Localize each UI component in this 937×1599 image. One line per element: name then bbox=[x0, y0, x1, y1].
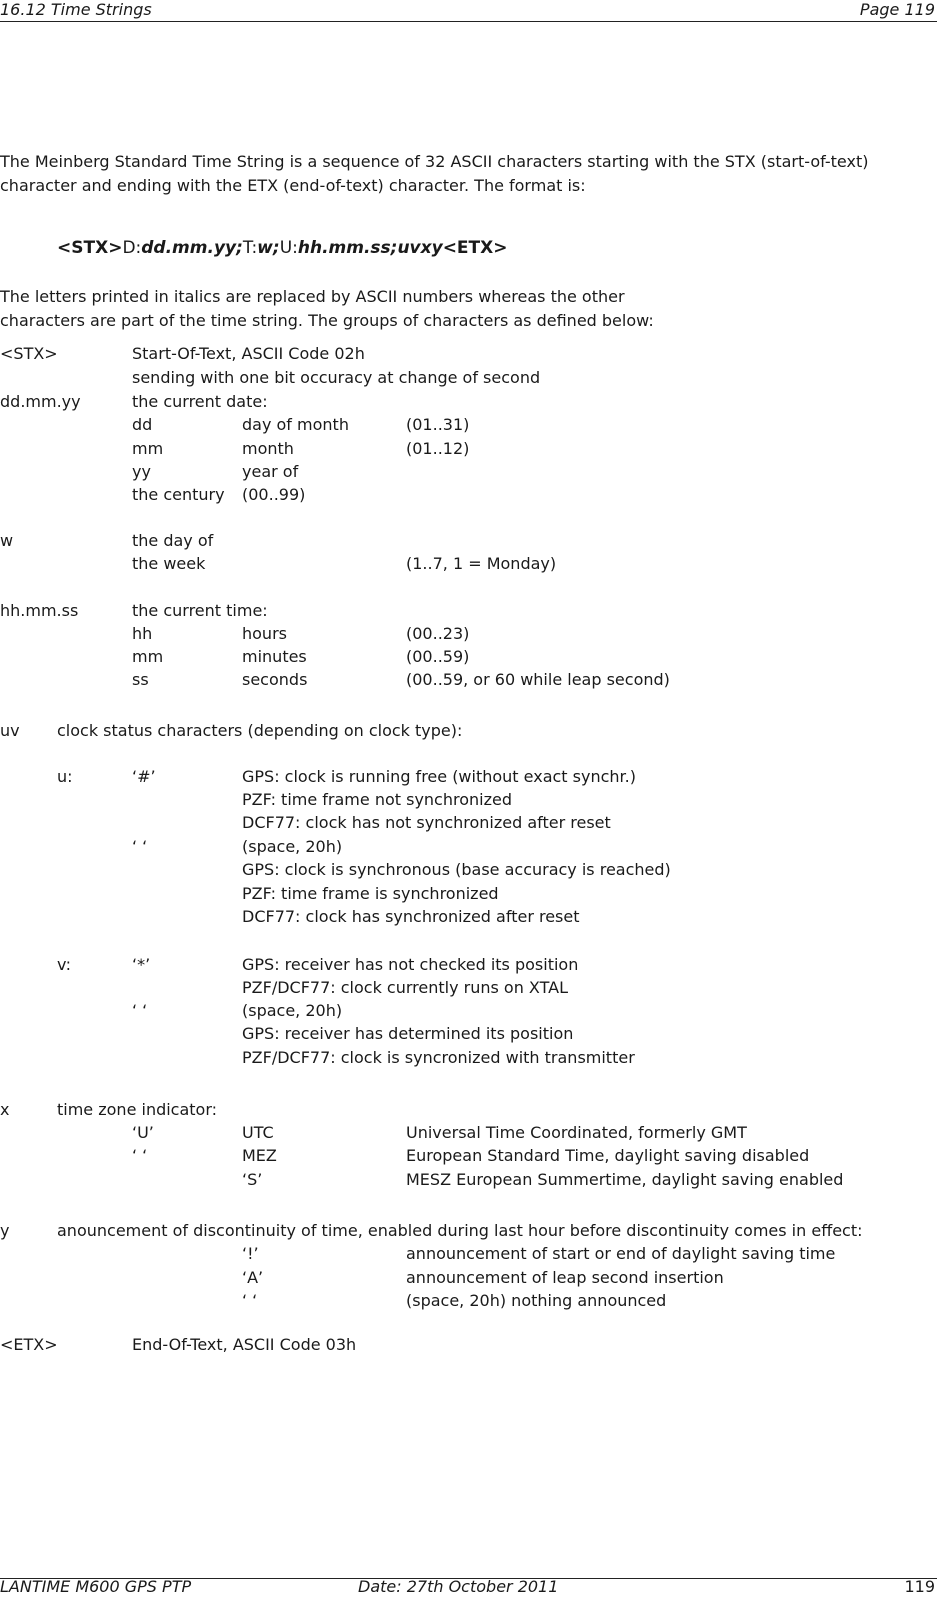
row-15-description: PZF: time frame not synchronized bbox=[242, 790, 512, 809]
row-26-term: x bbox=[0, 1100, 10, 1119]
row-31-detail: announcement of start or end of daylight saving time bbox=[406, 1244, 836, 1263]
header-section-title: 16.12 Time Strings bbox=[0, 0, 152, 19]
row-31-description: ‘!’ bbox=[242, 1244, 259, 1263]
row-7-code: the day of bbox=[132, 531, 214, 550]
row-22-description: PZF/DCF77: clock currently runs on XTAL bbox=[242, 978, 568, 997]
row-23-code: ‘ ‘ bbox=[132, 1001, 148, 1020]
row-11-description: minutes bbox=[242, 647, 307, 666]
row-10-code: hh bbox=[132, 624, 153, 643]
row-32-detail: announcement of leap second insertion bbox=[406, 1268, 724, 1287]
row-8-code: the week bbox=[132, 554, 206, 573]
footer-product: LANTIME M600 GPS PTP bbox=[0, 1577, 192, 1596]
row-19-description: PZF: time frame is synchronized bbox=[242, 884, 499, 903]
row-21-code: ‘*’ bbox=[132, 955, 151, 974]
row-0-code: Start-Of-Text, ASCII Code 02h bbox=[132, 344, 365, 363]
intro-line-2: character and ending with the ETX (end-of-text) character. The format is: bbox=[0, 176, 586, 195]
row-29-detail: MESZ European Summertime, daylight saving enabled bbox=[406, 1170, 844, 1189]
row-1-code: sending with one bit occuracy at change of second bbox=[132, 368, 541, 387]
format-etx: <ETX> bbox=[442, 238, 508, 258]
row-25-description: PZF/DCF77: clock is syncronized with transmitter bbox=[242, 1048, 635, 1067]
row-5-description: year of bbox=[242, 462, 299, 481]
explain-line-1: The letters printed in italics are replaced by ASCII numbers whereas the other bbox=[0, 287, 625, 306]
row-11-code: mm bbox=[132, 647, 164, 666]
row-16-description: DCF77: clock has not synchronized after reset bbox=[242, 813, 611, 832]
row-14-description: GPS: clock is running free (without exact synchr.) bbox=[242, 767, 636, 786]
row-26-subterm: time zone indicator: bbox=[57, 1100, 218, 1119]
row-0-term: <STX> bbox=[0, 344, 58, 363]
row-20-description: DCF77: clock has synchronized after reset bbox=[242, 907, 580, 926]
footer-page-number: 119 bbox=[904, 1577, 935, 1596]
row-33-detail: (space, 20h) nothing announced bbox=[406, 1291, 667, 1310]
row-3-code: dd bbox=[132, 415, 153, 434]
row-4-description: month bbox=[242, 439, 294, 458]
row-11-detail: (00..59) bbox=[406, 647, 470, 666]
header-rule bbox=[0, 21, 937, 22]
row-10-detail: (00..23) bbox=[406, 624, 470, 643]
row-33-description: ‘ ‘ bbox=[242, 1291, 258, 1310]
row-28-description: MEZ bbox=[242, 1146, 277, 1165]
explain-line-2: characters are part of the time string. The groups of characters as defined below: bbox=[0, 311, 654, 330]
intro-line-1: The Meinberg Standard Time String is a sequence of 32 ASCII characters starting with the STX (start-of-text) bbox=[0, 152, 869, 171]
header-page-number: Page 119 bbox=[859, 0, 935, 19]
row-14-code: ‘#’ bbox=[132, 767, 156, 786]
row-12-detail: (00..59, or 60 while leap second) bbox=[406, 670, 670, 689]
row-2-term: dd.mm.yy bbox=[0, 392, 81, 411]
row-13-term: uv bbox=[0, 721, 20, 740]
row-4-detail: (01..12) bbox=[406, 439, 470, 458]
row-21-description: GPS: receiver has not checked its position bbox=[242, 955, 579, 974]
row-17-description: (space, 20h) bbox=[242, 837, 343, 856]
row-6-code: the century bbox=[132, 485, 225, 504]
row-24-description: GPS: receiver has determined its position bbox=[242, 1024, 574, 1043]
row-9-term: hh.mm.ss bbox=[0, 601, 79, 620]
row-28-code: ‘ ‘ bbox=[132, 1146, 148, 1165]
format-u-prefix: U: bbox=[279, 238, 298, 258]
row-12-description: seconds bbox=[242, 670, 308, 689]
row-30-subterm: anouncement of discontinuity of time, enabled during last hour before discontinuity comes in effect: bbox=[57, 1221, 863, 1240]
row-18-description: GPS: clock is synchronous (base accuracy is reached) bbox=[242, 860, 671, 879]
format-w: w; bbox=[257, 238, 280, 258]
row-27-code: ‘U’ bbox=[132, 1123, 154, 1142]
format-string bbox=[57, 236, 508, 260]
format-t-prefix: T: bbox=[242, 238, 258, 258]
row-23-description: (space, 20h) bbox=[242, 1001, 343, 1020]
row-3-detail: (01..31) bbox=[406, 415, 470, 434]
row-14-subterm: u: bbox=[57, 767, 73, 786]
row-3-description: day of month bbox=[242, 415, 349, 434]
row-27-description: UTC bbox=[242, 1123, 274, 1142]
row-9-code: the current time: bbox=[132, 601, 268, 620]
row-30-term: y bbox=[0, 1221, 10, 1240]
row-2-code: the current date: bbox=[132, 392, 268, 411]
row-21-subterm: v: bbox=[57, 955, 71, 974]
footer-date: Date: 27th October 2011 bbox=[358, 1577, 559, 1596]
row-6-description: (00..99) bbox=[242, 485, 306, 504]
row-13-subterm: clock status characters (depending on clock type): bbox=[57, 721, 463, 740]
row-17-code: ‘ ‘ bbox=[132, 837, 148, 856]
format-time: hh.mm.ss;uvxy bbox=[297, 238, 443, 258]
row-7-term: w bbox=[0, 531, 14, 550]
row-4-code: mm bbox=[132, 439, 164, 458]
row-10-description: hours bbox=[242, 624, 287, 643]
row-5-code: yy bbox=[132, 462, 151, 481]
row-32-description: ‘A’ bbox=[242, 1268, 264, 1287]
row-8-detail: (1..7, 1 = Monday) bbox=[406, 554, 557, 573]
format-date: dd.mm.yy; bbox=[141, 238, 243, 258]
row-34-code: End-Of-Text, ASCII Code 03h bbox=[132, 1335, 357, 1354]
row-28-detail: European Standard Time, daylight saving disabled bbox=[406, 1146, 810, 1165]
row-34-term: <ETX> bbox=[0, 1335, 58, 1354]
format-stx: <STX> bbox=[57, 238, 123, 258]
format-d-prefix: D: bbox=[122, 238, 142, 258]
row-12-code: ss bbox=[132, 670, 149, 689]
row-27-detail: Universal Time Coordinated, formerly GMT bbox=[406, 1123, 747, 1142]
row-29-description: ‘S’ bbox=[242, 1170, 263, 1189]
